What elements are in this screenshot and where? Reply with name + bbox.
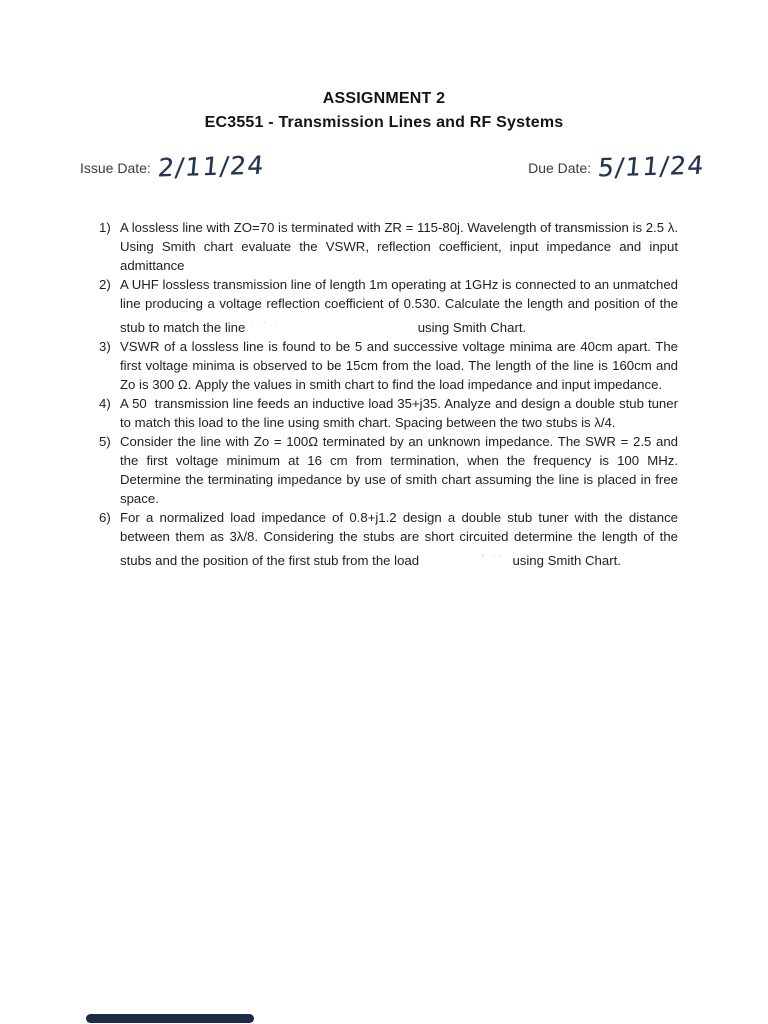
question-item-4	[99, 394, 678, 432]
question-body-after-gap: using Smith Chart.	[417, 320, 527, 335]
erased-text-remnant: ··· ·	[251, 317, 281, 327]
page-subtitle: EC3551 - Transmission Lines and RF Systems	[204, 114, 564, 131]
question-body: VSWR of a lossless line is found to be 5 and successive voltage minima are 40cm apart. The first voltage minima is observed to be 15cm from the load. The length of the line is 160cm and Zo is 300 Ω. Apply the values in smith chart to find the load impedance and input impedance.	[120, 339, 678, 392]
question-item-3	[99, 337, 678, 394]
question-number: 5)	[99, 434, 111, 449]
question-body: A 50 transmission line feeds an inductive load 35+j35. Analyze and design a double stub tuner to match this load to the line using smith chart. Spacing between the two stubs is λ/4.	[120, 396, 678, 430]
page-title: ASSIGNMENT 2	[322, 90, 446, 107]
question-number: 1)	[99, 220, 111, 235]
question-text	[120, 337, 678, 394]
question-item-6	[99, 508, 678, 570]
issue-date-label: Issue Date:	[80, 160, 151, 176]
question-item-2	[99, 275, 678, 337]
due-date-label: Due Date:	[528, 160, 592, 176]
question-text	[120, 508, 678, 570]
question-item-1	[99, 218, 678, 275]
question-text	[120, 275, 678, 337]
question-number: 2)	[99, 277, 111, 292]
question-number: 3)	[99, 339, 111, 354]
question-text	[120, 394, 678, 432]
question-body: A UHF lossless transmission line of length 1m operating at 1GHz is connected to an unmatched line producing a voltage reflection coefficient of 0.530. Calculate the length and position of the stub to match the line	[120, 277, 678, 335]
erased-text-remnant: - ··	[481, 550, 505, 560]
question-text	[120, 432, 678, 508]
question-body: For a normalized load impedance of 0.8+j1.2 design a double stub tuner with the distance between them as 3λ/8. Considering the stubs are short circuited determine the length of the stubs and the position of the first stub from the load	[120, 510, 678, 568]
question-body: Consider the line with Zo = 100Ω terminated by an unknown impedance. The SWR = 2.5 and the first voltage minimum at 16 cm from termination, when the frequency is 100 MHz. Determine the terminating impedance by use of smith chart assuming the line is placed in free space.	[120, 434, 678, 506]
dates-row	[80, 150, 707, 183]
question-list	[99, 218, 678, 570]
issue-date	[80, 150, 267, 183]
question-body-after-gap: using Smith Chart.	[512, 553, 621, 568]
question-item-5	[99, 432, 678, 508]
question-text	[120, 218, 678, 275]
due-date	[528, 150, 707, 183]
question-number: 4)	[99, 396, 111, 411]
due-date-handwritten-value: 5/11/24	[596, 150, 707, 183]
question-number: 6)	[99, 510, 111, 525]
issue-date-handwritten-value: 2/11/24	[156, 150, 267, 183]
viewer-progress-bar[interactable]	[86, 1014, 254, 1023]
question-body: A lossless line with ZO=70 is terminated with ZR = 115-80j. Wavelength of transmission is 2.5 λ. Using Smith chart evaluate the VSWR, reflection coefficient, input impedance and input admittance	[120, 220, 678, 273]
